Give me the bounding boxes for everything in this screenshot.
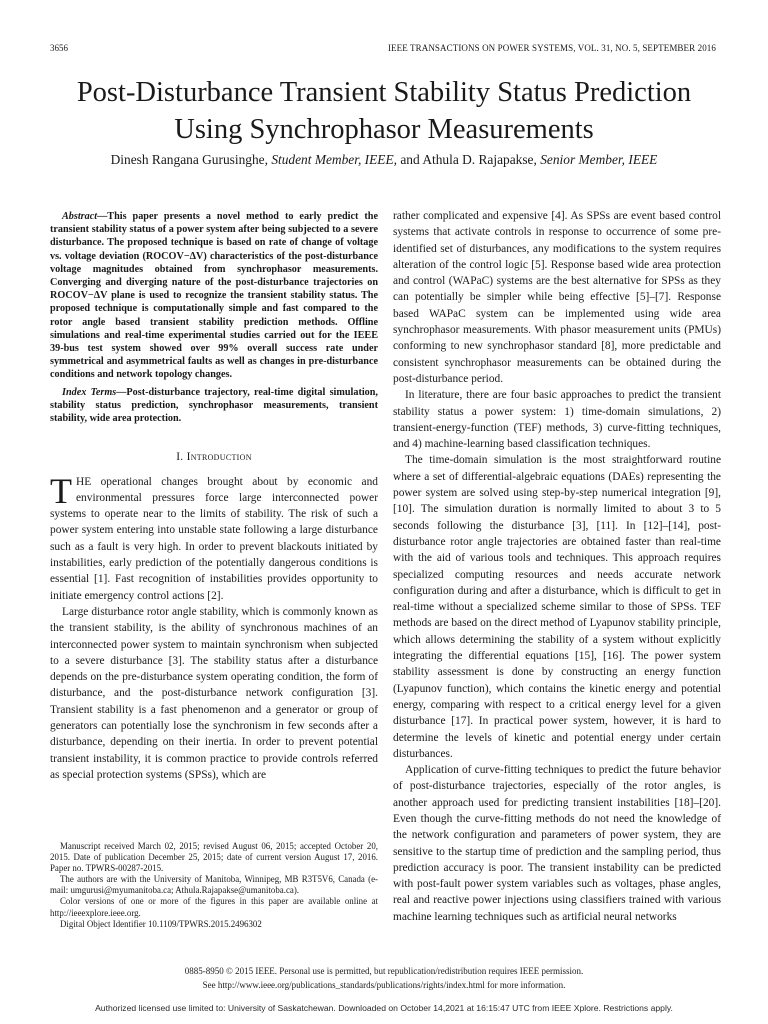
title-line-2: Using Synchrophasor Measurements [174,114,594,145]
author-1-name: Dinesh Rangana Gurusinghe, [110,152,268,167]
footnote-affiliation: The authors are with the University of Manitoba, Winnipeg, MB R3T5V6, Canada (e-mail: umgurusi@myumanitoba.ca; Athula.Rajapakse@umanitoba.ca). [50,874,378,896]
author-conjunction: and [400,152,420,167]
copyright-notice: 0885-8950 © 2015 IEEE. Personal use is permitted, but republication/redistribution requires IEEE permission. [184,966,584,976]
right-paragraph-1: rather complicated and expensive [4]. As SPSs are event based control systems that activate controls in response to occurrence of some pre-identified set of disturbances, any modifications to the system requires alteration of the control logic [5]. Response based wide area protection and control (WAPaC) systems are the best alternative for SPSs as they can potentially be simpler while being effective [5]–[7]. Response based WAPaC system can be implemented using wide area synchrophasor measurements. With phasor measurement units (PMUs) conforming to new synchrophasor standard [8], more predictable and consistent synchrophasor measurements can be obtained during the post-disturbance period. [393,210,721,385]
abstract-label: Abstract [62,211,98,222]
footnote-manuscript: Manuscript received March 02, 2015; revised August 06, 2015; accepted October 20, 2015. Date of publication December 25, 2015; date of current version August 17, 2016. Paper no. TPWRS-00287-2015. [50,841,378,874]
right-column [393,208,721,925]
footnotes [50,841,378,930]
section-numeral: I. [176,451,184,464]
abstract [50,210,378,382]
journal-header: IEEE TRANSACTIONS ON POWER SYSTEMS, VOL. 31, NO. 5, SEPTEMBER 2016 [387,43,716,53]
page-number: 3656 [50,43,68,53]
section-title: Introduction [186,451,252,464]
intro-paragraph-2: Large disturbance rotor angle stability, which is commonly known as the transient stability, is the ability of synchronous machines of an interconnected power system to maintain synchronism when subjected to a severe disturbance [3]. The stability status after a disturbance depends on the pre-disturbance system operating condition, the form of disturbance, and the post-disturbance network configuration [3]. Transient stability is a fast phenomenon and a generator or group of generators can potentially lose the synchronism in few seconds after a disturbance, depending on their inertia. In order to prevent potential transient instability, it is common practice to provide controls referred as special protection systems (SPSs), which are [50,605,378,781]
title-line-1: Post-Disturbance Transient Stability Status Prediction [76,77,692,108]
author-line [40,152,728,168]
author-2-role: Senior Member, IEEE [540,152,658,167]
rights-notice: See http://www.ieee.org/publications_standards/publications/rights/index.html for more information. [202,980,566,990]
section-heading-introduction [50,449,378,465]
author-2-name: Athula D. Rajapakse, [422,152,537,167]
footnote-doi: Digital Object Identifier 10.1109/TPWRS.2015.2496302 [60,918,262,929]
right-paragraph-3: The time-domain simulation is the most straightforward routine where a set of differential-algebraic equations (DAEs) representing the power system are solved using step-by-step numerical integration [9], [10]. The simulation duration is normally limited to about 3 to 5 seconds following the disturbance [3], [11]. In [12]–[14], post-disturbance rotor angle trajectories are obtained faster than real-time with the aid of various tools and techniques. This approach requires specialized computing resources and needs accurate network configuration during and after a disturbance, which is difficult to get in real-time without a specialized scheme similar to those of SPSs. TEF methods are based on the direct method of Lyapunov stability principle, which allows determining the stability of a system without explicitly integrating the differential equations [15], [16]. The power system stability assessment is done by constructing an energy function (Lyapunov function), which contains the kinetic energy and potential energy, comparing with respect to a critical energy level for a given disturbance [17]. In practical power system, however, it is hard to determine the levels of kinetic and potential energy under certain disturbances. [393,454,721,760]
left-column [50,210,378,783]
intro-paragraph-1 [50,470,378,604]
license-notice: Authorized licensed use limited to: University of Saskatchewan. Downloaded on October 14,2021 at 16:15:47 UTC from IEEE Xplore. Restrictions apply. [95,1003,673,1013]
index-terms [50,386,378,426]
paper-title [40,74,728,148]
right-paragraph-4: Application of curve-fitting techniques to predict the future behavior of post-disturbance trajectories, especially of the rotor angles, is another approach used for predicting transient instabilities [18]–[20]. Even though the curve-fitting methods do not need the knowledge of the network configuration and parameters of power system, they are sensitive to the startup time of prediction and the sampling period, thus prediction accuracy is poor. The transient instability can be predicted with post-fault power system variables such as voltages, phase angles, real and reactive power injections using classifiers trained with various machine learning techniques such as artificial neural networks [393,764,721,923]
intro-paragraph-1-text: HE operational changes brought about by economic and environmental pressures force large interconnected power systems to operate near to the limits of stability. The risk of such a power system entering into unstable state following a large disturbance such as a fault is very high. In order to prevent blackouts initiated by instabilities, early prediction of the potentially dangerous conditions is essential [1]. Fast recognition of instabilities provides opportunity to initiate emergency control actions [2]. [50,475,378,602]
index-terms-text: —Post-disturbance trajectory, real-time digital simulation, stability status prediction, synchrophasor measurements, transient stability, wide area protection. [50,386,378,425]
right-paragraph-2: In literature, there are four basic approaches to predict the transient stability status a power system: 1) time-domain simulations, 2) transient-energy-function (TEF) methods, 3) curve-fitting techniques, and 4) machine-learning based classification techniques. [393,389,721,451]
drop-cap: T [50,470,72,511]
footnote-color-versions: Color versions of one or more of the figures in this paper are available online at http://ieeexplore.ieee.org. [50,896,378,918]
index-terms-label: Index Terms [62,386,117,398]
abstract-text: —This paper presents a novel method to early predict the transient stability status of a power system after being subjected to a severe disturbance. The proposed technique is based on rate of change of voltage vs. voltage deviation (ROCOV−ΔV) characteristics of the post-disturbance voltage magnitudes obtained from synchrophasor measurements. Converging and diverging nature of the post-disturbance trajectories on ROCOV−ΔV plane is used to recognize the transient stability status. The proposed technique is computationally simple and fast compared to the rotor angle based transient stability prediction methods. Offline simulations and real-time experimental studies carried out for the IEEE 39-bus test system showed over 99% overall success rate under symmetrical and asymmetrical faults as well as changes in pre-disturbance conditions and network topology changes. [50,211,378,381]
author-1-role: Student Member, IEEE, [271,152,397,167]
